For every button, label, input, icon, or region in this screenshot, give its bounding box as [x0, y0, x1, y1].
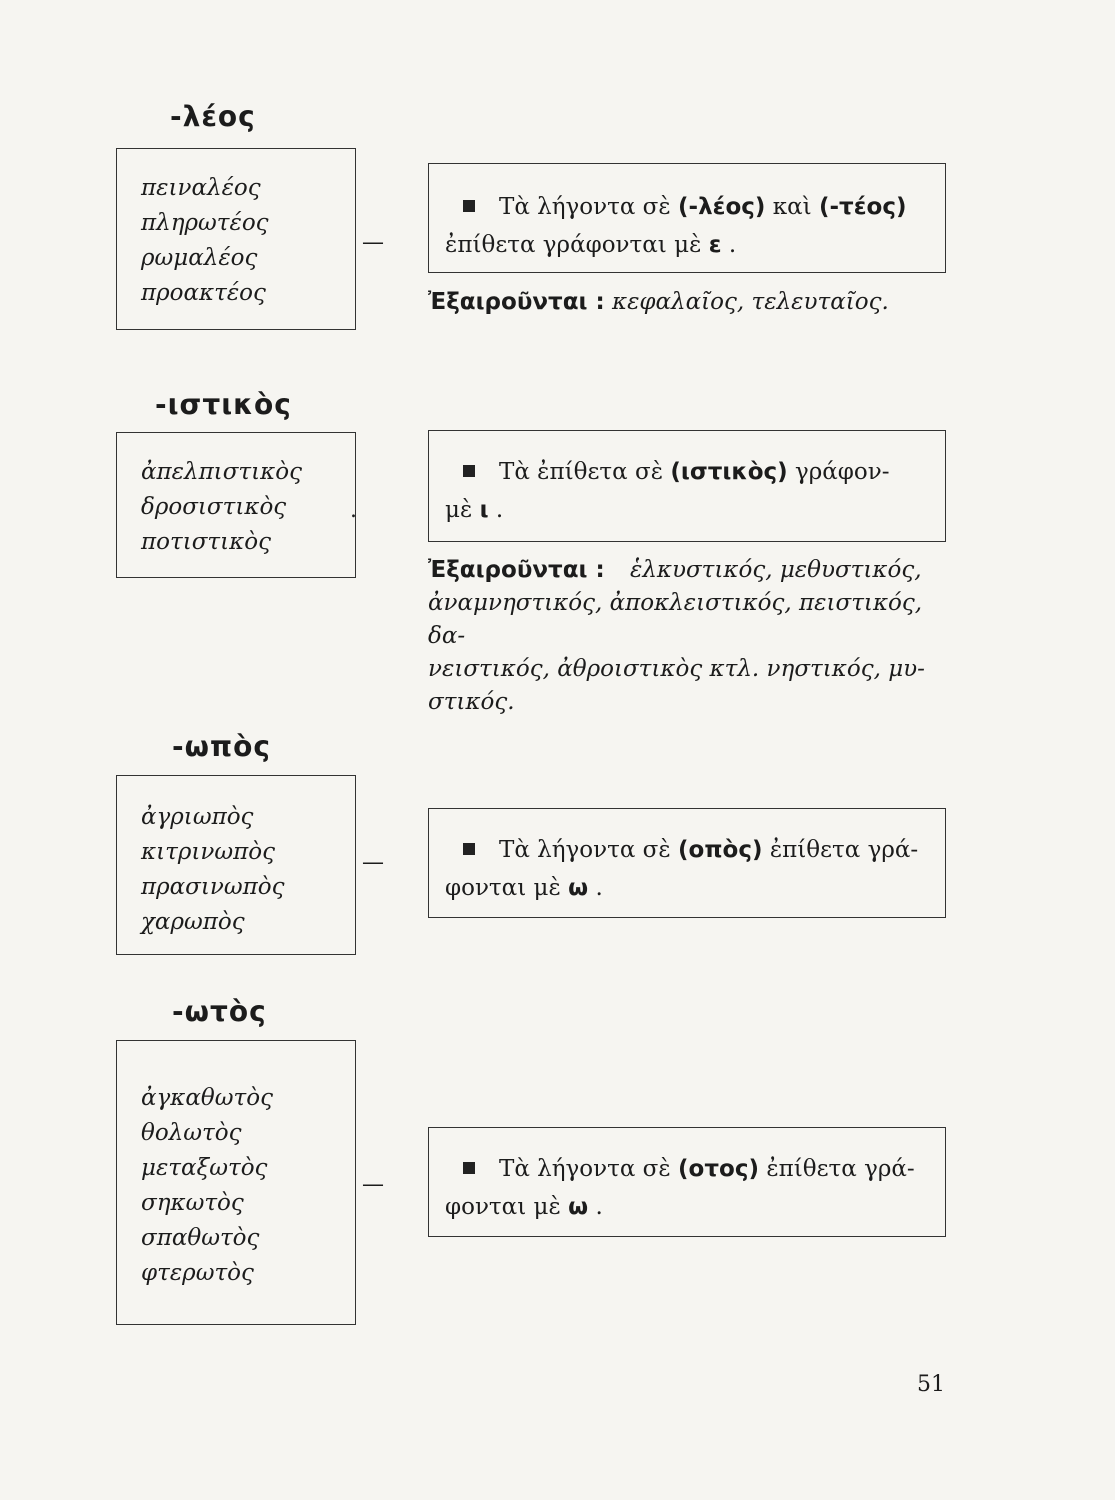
connector-dash: — — [362, 850, 384, 875]
rule-suffix: (οπὸς) — [678, 837, 763, 863]
example-word: θολωτὸς — [141, 1120, 242, 1146]
rule-text: Τὰ ἐπίθετα σὲ — [499, 459, 664, 485]
rule-after: ἐπίθετα γρά- — [769, 837, 919, 863]
rule-suffix-2: (-τέος) — [818, 194, 907, 220]
example-word: πληρωτέος — [141, 210, 269, 236]
rule-end: . — [495, 497, 504, 523]
connector-dash: — — [362, 230, 384, 255]
example-word: μεταξωτὸς — [141, 1155, 268, 1181]
example-word: φτερωτὸς — [141, 1260, 254, 1286]
rule-letter: ι — [479, 497, 489, 523]
example-word: προακτέος — [141, 280, 266, 306]
example-word: ἀγκαθωτὸς — [141, 1085, 273, 1111]
rule-end: . — [728, 232, 737, 258]
rule-letter: ω — [568, 875, 589, 901]
rule-box-leos — [428, 163, 946, 273]
word-box-otos — [116, 1040, 356, 1325]
exceptions-words: ἑλκυστικός, μεθυστικός, — [629, 557, 922, 583]
rule-end: . — [595, 1194, 603, 1220]
connector-dash: — — [362, 1172, 384, 1197]
rule-text: Τὰ λήγοντα σὲ — [499, 194, 671, 220]
exceptions-label: Ἐξαιροῦνται : — [428, 289, 605, 315]
rule-text: Τὰ λήγοντα σὲ — [499, 1156, 671, 1182]
example-word: ἀπελπιστικὸς — [141, 459, 302, 485]
rule-box-istikos — [428, 430, 946, 542]
rule-suffix: (οτος) — [678, 1156, 759, 1182]
heading-opos: -ωπὸς — [172, 730, 271, 763]
example-word: χαρωπὸς — [141, 909, 245, 935]
rule-letter: ω — [568, 1194, 589, 1220]
bullet-icon — [463, 1162, 475, 1174]
heading-leos: -λέος — [170, 100, 256, 133]
rule-line-2: ἐπίθετα γράφονται μὲ — [445, 232, 702, 258]
example-word: σπαθωτὸς — [141, 1225, 260, 1251]
exceptions-words: κεφαλαῖος, τελευταῖος. — [611, 289, 889, 315]
example-word: πειναλέος — [141, 175, 261, 201]
example-word: σηκωτὸς — [141, 1190, 244, 1216]
example-word: κιτρινωπὸς — [141, 839, 275, 865]
exceptions-istikos — [428, 554, 948, 719]
bullet-icon — [463, 465, 475, 477]
rule-letter: ε — [708, 232, 722, 258]
rule-text: Τὰ λήγοντα σὲ — [499, 837, 671, 863]
example-word: ἀγριωπὸς — [141, 804, 254, 830]
rule-box-otos — [428, 1127, 946, 1237]
rule-box-opos — [428, 808, 946, 918]
rule-line-2: φονται μὲ — [445, 875, 561, 901]
rule-suffix: (-λέος) — [678, 194, 766, 220]
exceptions-words: νειστικός, ἀθροιστικὸς κτλ. νηστικός, μυ- — [428, 656, 925, 682]
heading-otos: -ωτὸς — [172, 995, 267, 1028]
example-word: πρασινωπὸς — [141, 874, 285, 900]
word-box-istikos — [116, 432, 356, 578]
example-word: ποτιστικὸς — [141, 529, 271, 555]
example-word: ρωμαλέος — [141, 245, 258, 271]
rule-suffix: (ιστικὸς) — [670, 459, 788, 485]
rule-line-2: φονται μὲ — [445, 1194, 561, 1220]
word-box-opos — [116, 775, 356, 955]
page-number: 51 — [917, 1372, 945, 1397]
bullet-icon — [463, 200, 475, 212]
rule-end: . — [595, 875, 603, 901]
rule-after: γράφον- — [795, 459, 890, 485]
exceptions-words: ἀναμνηστικός, ἀποκλειστικός, πειστικός, δα- — [428, 590, 923, 649]
word-box-leos — [116, 148, 356, 330]
exceptions-leos — [428, 286, 948, 319]
bullet-icon — [463, 843, 475, 855]
connector-dot: . — [350, 498, 357, 523]
exceptions-words: στικός. — [428, 689, 515, 715]
example-word: δροσιστικὸς — [141, 494, 287, 520]
rule-join: καὶ — [772, 194, 812, 220]
rule-after: ἐπίθετα γρά- — [766, 1156, 915, 1182]
rule-line-2: μὲ — [445, 497, 473, 523]
heading-istikos: -ιστικὸς — [155, 388, 292, 421]
exceptions-label: Ἐξαιροῦνται : — [428, 557, 605, 583]
